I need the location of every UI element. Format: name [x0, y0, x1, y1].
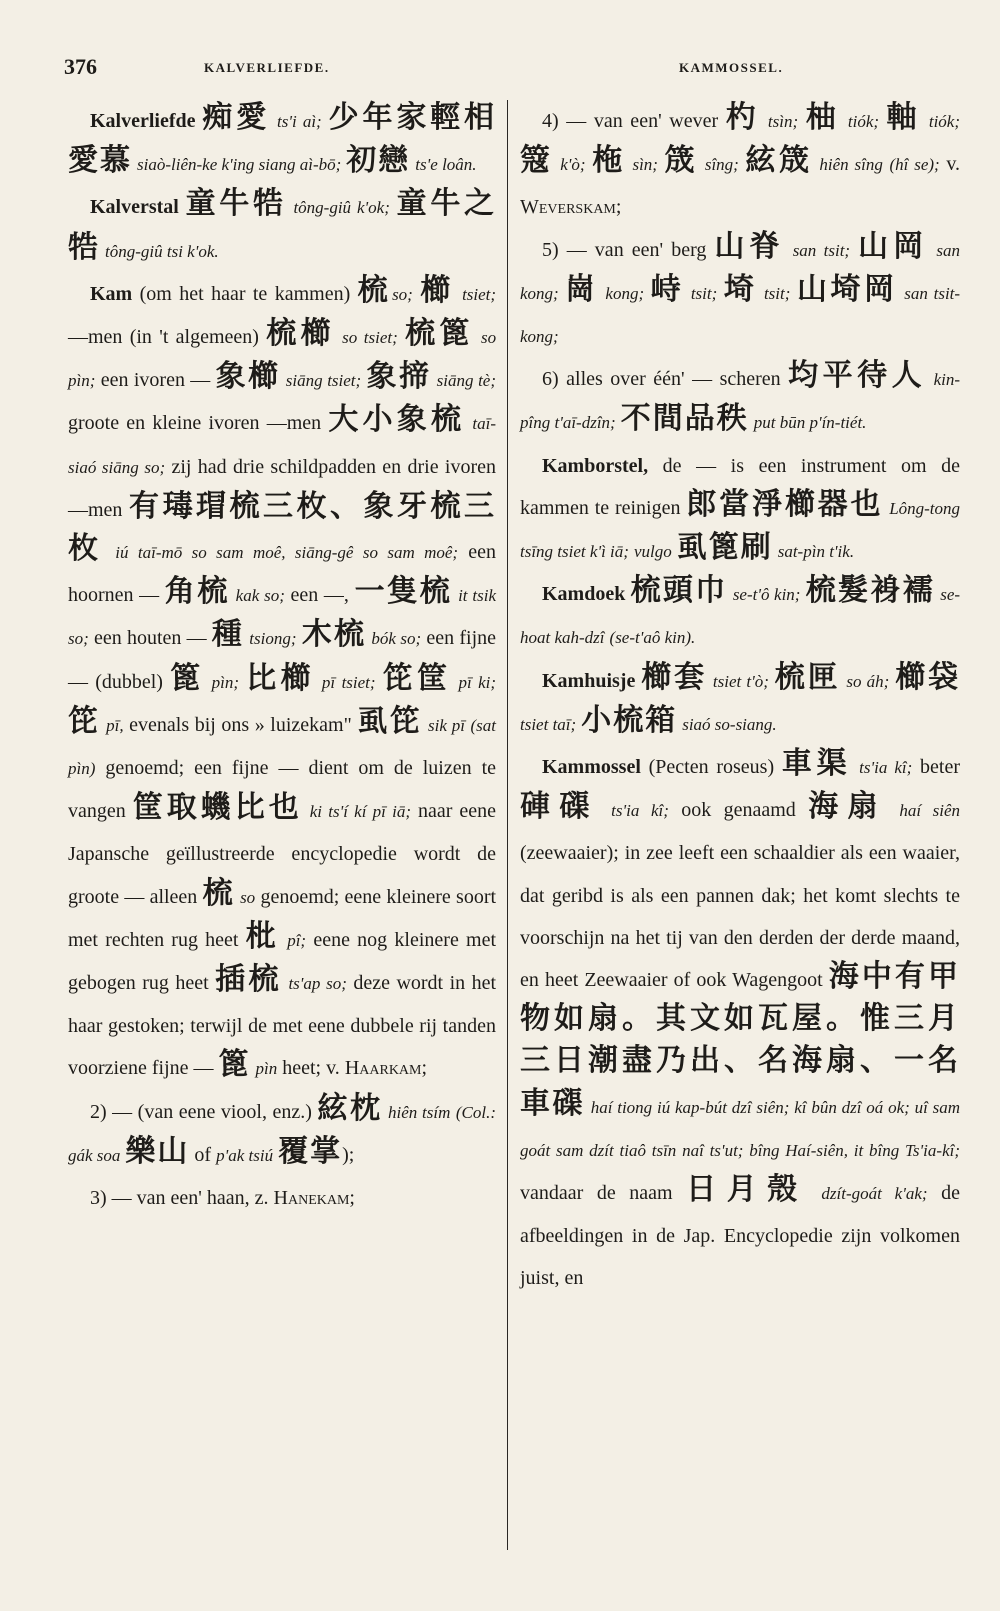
- cross-reference: Hanekam;: [273, 1187, 355, 1210]
- body-text: 6) alles over één' — scheren: [542, 368, 781, 391]
- body-text: de — is een instrument om de kammen te reinigen: [520, 454, 961, 519]
- chinese-text: 杓: [725, 101, 761, 134]
- chinese-text: 軸: [886, 101, 922, 134]
- romanization: se-hoat kah-dzî: [520, 585, 961, 648]
- body-text: naar eene Japansche geïllustreerde encyclopedie wordt de groote — alleen: [68, 800, 497, 908]
- body-text: de afbeeldingen in de Jap. Encyclopedie zijn volkomen juist, en: [520, 1182, 961, 1290]
- body-text: genoemd; eene kleinere soort met rechten rug heet: [68, 885, 497, 951]
- romanization: tsìn;: [767, 112, 799, 131]
- chinese-text: 大小象梳: [328, 403, 466, 437]
- chinese-text: 海扇: [808, 790, 887, 824]
- romanization: pî;: [287, 930, 307, 950]
- column-divider: [507, 100, 508, 1550]
- chinese-text: 郎當淨櫛器也: [686, 487, 884, 521]
- romanization: pìn: [255, 1059, 278, 1079]
- romanization: pī ki;: [458, 672, 497, 692]
- page-number: 376: [64, 54, 97, 79]
- romanization: tsit;: [690, 283, 718, 303]
- romanization: haí siên: [899, 801, 961, 821]
- chinese-text: 不間品秩: [620, 402, 749, 436]
- romanization: so áh;: [846, 671, 890, 691]
- body-text: 4) — van een' wever: [542, 110, 719, 132]
- romanization: ts'ia kî;: [611, 801, 669, 821]
- romanization: san kong;: [520, 240, 961, 303]
- entry-kammossel: [520, 746, 960, 1300]
- running-title-left: KALVERLIEFDE.: [204, 60, 330, 75]
- romanization: san tsit-kong;: [520, 283, 961, 347]
- chinese-text: 篦: [218, 1048, 251, 1082]
- body-text: 5) — van een' berg: [542, 238, 707, 261]
- chinese-text: 櫛套: [641, 660, 707, 694]
- romanization: haí tiong iú kap-bút dzî siên; kî bûn dzî oá ok; uî sam goát sam dzít tiaô tsīn naî ts'ut; bîng Haí-siên, it bîng Ts'ia-kî;: [520, 1097, 961, 1160]
- body-text: zij had drie schildpadden en drie ivoren —men: [68, 455, 497, 521]
- romanization: bók so;: [371, 629, 422, 649]
- romanization: so tsiet;: [342, 328, 398, 348]
- body-text: );: [342, 1143, 355, 1166]
- headword: Kalverstal: [90, 196, 179, 219]
- chinese-text: 山脊: [714, 229, 785, 263]
- romanization: it tsik so;: [68, 586, 496, 649]
- headword: Kalverliefde: [90, 110, 196, 132]
- chinese-text: 梳: [202, 876, 235, 910]
- chinese-text: 峙: [650, 272, 685, 306]
- body-text: v.: [946, 153, 961, 176]
- romanization: sik pī: [428, 715, 465, 735]
- chinese-text: 虱篦刷: [676, 531, 773, 565]
- romanization: sîng;: [704, 155, 739, 175]
- romanization: tiók;: [847, 112, 880, 131]
- body-text: een houten —: [94, 627, 207, 650]
- romanization: tsiong;: [249, 629, 297, 649]
- chinese-text: 枇: [245, 919, 280, 953]
- chinese-text: 比櫛: [246, 661, 315, 695]
- chinese-text: 山埼岡: [796, 272, 898, 306]
- chinese-text: 少年家輕相愛慕: [68, 101, 497, 178]
- chinese-text: 痴愛: [202, 101, 271, 134]
- body-text: groote en kleine ivoren —men: [68, 412, 322, 435]
- entry-kam: [68, 273, 496, 1091]
- romanization: p'ak tsiú: [216, 1145, 274, 1165]
- right-column: [520, 100, 960, 1300]
- entry-kamhuisje: [520, 660, 960, 746]
- romanization: se-t'ô kin;: [732, 585, 801, 605]
- chinese-text: 童牛牿: [185, 187, 287, 221]
- chinese-text: 日月殼: [686, 1173, 808, 1207]
- body-text: een —,: [290, 584, 349, 607]
- body-text: een ivoren —: [100, 369, 211, 392]
- chinese-text: 簆: [520, 144, 554, 178]
- entry-kamdoek: [520, 573, 960, 659]
- romanization: so;: [392, 284, 413, 304]
- romanization: sat-pìn t'ik.: [777, 542, 855, 562]
- body-text: —men (in 't algemeen): [68, 326, 259, 349]
- romanization: so: [240, 887, 256, 907]
- romanization: pìn;: [211, 672, 240, 692]
- romanization: (se-t'aô kin).: [609, 628, 696, 648]
- chinese-text: 一隻梳: [354, 575, 453, 609]
- chinese-text: 覆掌: [278, 1134, 343, 1168]
- romanization: ts'e loân.: [415, 155, 477, 175]
- body-text: vandaar de naam: [520, 1182, 673, 1205]
- romanization: tsit;: [763, 283, 791, 303]
- romanization: (Col.: gák soa: [68, 1102, 497, 1165]
- romanization: dzít-goát k'ak;: [821, 1184, 928, 1204]
- romanization: kin-pîng t'aī-dzîn;: [520, 370, 961, 433]
- romanization: vulgo: [633, 542, 672, 562]
- chinese-text: 梳: [357, 273, 393, 307]
- romanization: siāng tè;: [436, 371, 496, 391]
- chinese-text: 均平待人: [788, 359, 927, 393]
- sense-2: [68, 1091, 496, 1177]
- body-text: of: [194, 1143, 212, 1166]
- entry-kalverliefde: [68, 100, 496, 186]
- romanization: (hî se);: [889, 155, 940, 175]
- sense-4: [520, 100, 960, 229]
- romanization: put būn p'ín-tiét.: [753, 413, 867, 433]
- chinese-text: 梳櫛: [266, 317, 335, 351]
- cross-reference: Weverskam;: [520, 196, 622, 219]
- headword: Kam: [90, 282, 133, 305]
- entry-kamborstel: [520, 445, 960, 574]
- chinese-text: 絃枕: [317, 1091, 383, 1125]
- romanization: ts'ap so;: [288, 974, 347, 994]
- romanization: pī,: [106, 715, 124, 735]
- romanization: (sat pìn): [68, 715, 496, 779]
- entry-kalverstal: [68, 186, 496, 272]
- chinese-text: 梳髮裑襦: [805, 574, 935, 608]
- chinese-text: 童牛之牿: [68, 187, 497, 264]
- headword: Kamborstel,: [542, 454, 649, 477]
- body-text: ook genaamd: [681, 799, 796, 822]
- body-text: een fijne — (dubbel): [68, 627, 497, 693]
- chinese-text: 笓: [68, 704, 101, 738]
- body-text: deze wordt in het haar gestoken; terwijl de met eene dubbele rij tanden voorziene fijne —: [68, 972, 497, 1080]
- chinese-text: 象揥: [366, 360, 432, 394]
- running-head: [64, 54, 964, 84]
- body-text: een hoornen —: [68, 541, 497, 607]
- chinese-text: 小梳箱: [581, 703, 678, 737]
- body-text: (zeewaaier); in zee leeft een schaaldier als een waaier, dat geribd is als een pannen dak; het komt slechts te voorschijn na het tij van den derden der derde maand, en heet Zeewaaier of ook Wagengoot: [520, 842, 960, 992]
- chinese-text: 篦: [170, 661, 205, 695]
- chinese-text: 木梳: [301, 618, 367, 652]
- chinese-text: 柂: [592, 144, 626, 178]
- chinese-text: 虱笓: [357, 704, 423, 738]
- cross-reference: Haarkam;: [344, 1057, 428, 1080]
- romanization: tông-giû k'ok;: [293, 198, 390, 218]
- headword: Kamhuisje: [542, 669, 636, 692]
- romanization: siaò-liên-ke k'ing siang aì-bō;: [137, 155, 342, 175]
- chinese-text: 櫛: [420, 273, 455, 307]
- chinese-text: 絃筬: [745, 144, 813, 178]
- romanization: tsiet t'ò;: [712, 671, 769, 691]
- romanization: hiên tsím: [387, 1102, 451, 1122]
- romanization: pī tsiet;: [321, 672, 376, 692]
- romanization: iú taī-mō so sam moê, siāng-gê so sam moê;: [115, 543, 459, 563]
- romanization: so pìn;: [68, 328, 497, 391]
- sense-6: [520, 358, 960, 444]
- body-text: heet; v.: [282, 1057, 340, 1080]
- chinese-text: 樂山: [125, 1134, 190, 1168]
- chinese-text: 梳篦: [405, 317, 474, 351]
- romanization: kak so;: [235, 586, 285, 606]
- chinese-text: 埼: [723, 272, 758, 306]
- romanization: san tsit;: [792, 240, 851, 260]
- chinese-text: 角梳: [164, 575, 231, 609]
- chinese-text: 初戀: [346, 144, 411, 178]
- chinese-text: 種: [211, 618, 245, 652]
- chinese-text: 象櫛: [215, 360, 281, 394]
- body-text: eene nog kleinere met gebogen rug heet: [68, 928, 497, 995]
- romanization: ki ts'í kí pī iā;: [309, 802, 412, 822]
- chinese-text: 插梳: [215, 963, 282, 997]
- romanization: Lông-tong tsīng tsiet k'ì iā;: [520, 498, 961, 562]
- romanization: tsiet taī;: [520, 714, 577, 734]
- chinese-text: 笓筐: [382, 661, 452, 695]
- romanization: tông-giû tsi k'ok.: [105, 241, 219, 261]
- headword: Kammossel: [542, 756, 641, 779]
- body-text: beter: [920, 756, 960, 779]
- left-column: [68, 100, 496, 1219]
- chinese-text: 硨磲: [520, 790, 599, 824]
- romanization: siaó so-siang.: [682, 714, 777, 734]
- romanization: hiên sîng: [819, 155, 883, 175]
- romanization: k'ò;: [560, 155, 586, 175]
- chinese-text: 海中有甲物如扇。其文如瓦屋。惟三月三日潮盡乃出、名海扇、一名車磲: [520, 960, 960, 1120]
- chinese-text: 櫛袋: [895, 660, 961, 694]
- romanization: taī-siaó siāng so;: [68, 414, 496, 477]
- body-text: (om het haar te kammen): [139, 282, 351, 305]
- chinese-text: 梳頭巾: [630, 574, 728, 608]
- chinese-text: 車渠: [781, 747, 852, 781]
- sense-3: [68, 1177, 496, 1219]
- romanization: tiók;: [928, 112, 961, 131]
- chinese-text: 山岡: [858, 229, 929, 263]
- body-text: 3) — van een' haan, z.: [90, 1187, 269, 1210]
- romanization: kong;: [605, 283, 645, 303]
- chinese-text: 筬: [664, 144, 699, 178]
- chinese-text: 梳匣: [774, 660, 841, 694]
- body-text: 2) — (van eene viool, enz.): [90, 1100, 312, 1123]
- sense-5: [520, 229, 960, 359]
- romanization: ts'i aì;: [277, 112, 322, 131]
- headword: Kamdoek: [542, 583, 626, 606]
- body-text: (Pecten roseus): [648, 756, 775, 779]
- romanization: siāng tsiet;: [285, 371, 362, 391]
- body-text: evenals bij ons » luizekam": [129, 713, 352, 736]
- chinese-text: 有瑇瑁梳三枚、象牙梳三枚: [68, 489, 497, 566]
- romanization: tsiet;: [462, 284, 497, 304]
- running-title-right: KAMMOSSEL.: [679, 60, 784, 75]
- chinese-text: 筐取蟣比也: [132, 791, 303, 825]
- body-text: genoemd; een fijne — dient om de luizen te vangen: [68, 757, 497, 823]
- chinese-text: 崗: [565, 272, 599, 306]
- romanization: sìn;: [632, 155, 658, 175]
- chinese-text: 柚: [805, 101, 841, 134]
- romanization: ts'ia kî;: [859, 758, 913, 778]
